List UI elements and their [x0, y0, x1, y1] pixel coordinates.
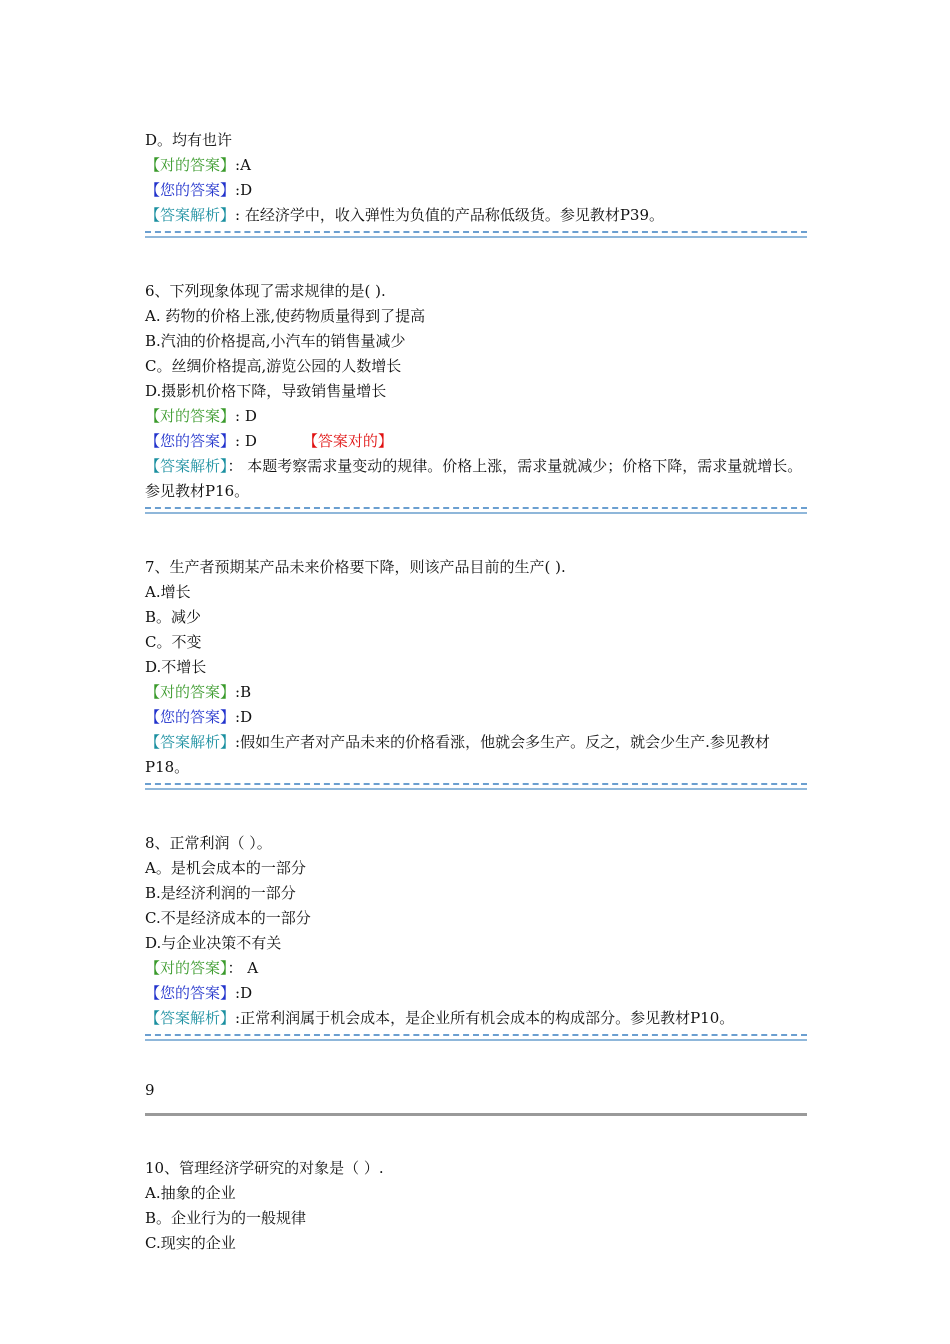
q6-option-b: B.汽油的价格提高,小汽车的销售量减少 [145, 332, 406, 350]
correct-answer-label: 【对的答案】 [145, 683, 236, 701]
q6-your-answer [145, 429, 807, 454]
separator-double-dashed [145, 230, 807, 239]
your-answer-label: 【您的答案】 [145, 984, 236, 1002]
correct-answer-value: :A [235, 156, 251, 174]
q6-analysis [145, 454, 807, 504]
correct-answer-value: ： A [227, 959, 259, 977]
q10-question: 10、管理经济学研究的对象是（ ）. [145, 1159, 384, 1177]
q6-option-c: C。丝绸价格提高,游览公园的人数增长 [145, 357, 402, 375]
your-answer-value: : D [235, 432, 257, 450]
correct-answer-label: 【对的答案】 [145, 156, 236, 174]
q8-your-answer [145, 981, 807, 1006]
separator-double-dashed [145, 782, 807, 791]
q10-option-a: A.抽象的企业 [145, 1184, 236, 1202]
q6-option-a: A. 药物的价格上涨,使药物质量得到了提高 [145, 307, 426, 325]
answer-correct-tag: 【答案对的】 [302, 432, 393, 450]
correct-answer-value: :B [235, 683, 252, 701]
q8-option-d: D.与企业决策不有关 [145, 934, 282, 952]
q7-question: 7、生产者预期某产品未来价格要下降，则该产品目前的生产( ). [145, 558, 566, 576]
your-answer-label: 【您的答案】 [145, 181, 236, 199]
your-answer-label: 【您的答案】 [145, 432, 236, 450]
q6-correct-answer [145, 404, 807, 429]
document-page [145, 128, 807, 1256]
analysis-label: 【答案解析】 [145, 206, 236, 224]
q10-option-c: C.现实的企业 [145, 1234, 236, 1252]
analysis-label: 【答案解析】 [145, 457, 228, 475]
analysis-label: 【答案解析】 [145, 1009, 236, 1027]
q7-option-a: A.增长 [145, 583, 191, 601]
analysis-text: ： 本题考察需求量变动的规律。价格上涨，需求量就减少；价格下降，需求量就增长。参见教材P16。 [145, 457, 803, 500]
q5-option-d: D。均有也许 [145, 131, 233, 149]
your-answer-value: :D [235, 708, 253, 726]
q8-option-b: B.是经济利润的一部分 [145, 884, 296, 902]
your-answer-value: :D [235, 984, 253, 1002]
q6-question: 6、下列现象体现了需求规律的是( ). [145, 282, 386, 300]
q8-option-c: C.不是经济成本的一部分 [145, 909, 311, 927]
analysis-text: :正常利润属于机会成本，是企业所有机会成本的构成部分。参见教材P10。 [235, 1009, 735, 1027]
separator-double-dashed [145, 506, 807, 515]
q7-your-answer [145, 705, 807, 730]
q5-analysis [145, 203, 807, 228]
q8-option-a: A。是机会成本的一部分 [145, 859, 306, 877]
q5-correct-answer [145, 153, 807, 178]
q7-option-b: B。减少 [145, 608, 202, 626]
q8-question: 8、正常利润（ ）。 [145, 834, 272, 852]
q7-option-d: D.不增长 [145, 658, 207, 676]
q7-correct-answer [145, 680, 807, 705]
analysis-text: :假如生产者对产品未来的价格看涨，他就会多生产。反之，就会少生产.参见教材P18。 [145, 733, 770, 776]
q7-analysis [145, 730, 807, 780]
q5-your-answer [145, 178, 807, 203]
your-answer-label: 【您的答案】 [145, 708, 236, 726]
your-answer-value: :D [235, 181, 253, 199]
correct-answer-label: 【对的答案】 [145, 407, 236, 425]
analysis-text: : 在经济学中，收入弹性为负值的产品称低级货。参见教材P39。 [235, 206, 665, 224]
separator-double-dashed [145, 1033, 807, 1042]
q10-option-b: B。企业行为的一般规律 [145, 1209, 307, 1227]
correct-answer-label: 【对的答案】 [145, 959, 228, 977]
q7-option-c: C。不变 [145, 633, 202, 651]
q8-correct-answer [145, 956, 807, 981]
q9-number: 9 [145, 1081, 155, 1099]
q6-option-d: D.摄影机价格下降，导致销售量增长 [145, 382, 387, 400]
analysis-label: 【答案解析】 [145, 733, 236, 751]
correct-answer-value: : D [235, 407, 257, 425]
q8-analysis [145, 1006, 807, 1031]
